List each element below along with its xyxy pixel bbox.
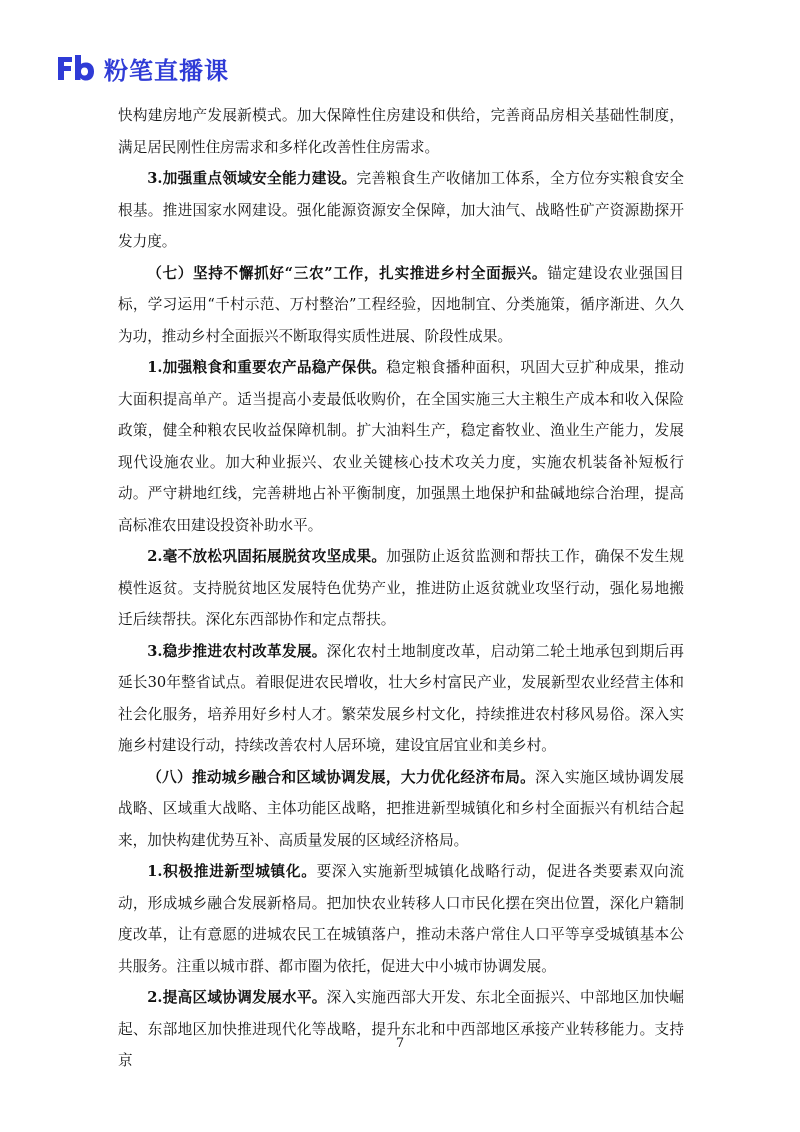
paragraph-lead: 2.提高区域协调发展水平。: [147, 989, 327, 1006]
paragraph-7: [118, 856, 684, 982]
paragraph-lead: 3.加强重点领域安全能力建设。: [147, 170, 357, 187]
paragraph-text: 加强防止返贫监测和帮扶工作，确保不发生规模性返贫。支持脱贫地区发展特色优势产业，推进防止返贫就业攻坚行动，强化易地搬迁后续帮扶。深化东西部协作和定点帮扶。: [118, 548, 684, 628]
fb-logo-icon: [56, 53, 96, 83]
paragraph-text: 快构建房地产发展新模式。加大保障性住房建设和供给，完善商品房相关基础性制度，满足居民刚性住房需求和多样化改善性住房需求。: [118, 107, 684, 156]
paragraph-text: 要深入实施新型城镇化战略行动，促进各类要素双向流动，形成城乡融合发展新格局。把加快农业转移人口市民化摆在突出位置，深化户籍制度改革，让有意愿的进城农民工在城镇落户，推动未落户常住人口平等享受城镇基本公共服务。注重以城市群、都市圈为依托，促进大中小城市协调发展。: [118, 863, 684, 975]
paragraph-lead: （八）推动城乡融合和区域协调发展，大力优化经济布局。: [147, 768, 536, 786]
paragraph-3: [118, 352, 684, 541]
paragraph-lead: 3.稳步推进农村改革发展。: [147, 642, 327, 660]
paragraph-lead: 1.加强粮食和重要农产品稳产保供。: [147, 359, 387, 376]
paragraph-6: [118, 762, 684, 857]
page-number: 7: [395, 1036, 405, 1051]
paragraph-text: 深入实施西部大开发、东北全面振兴、中部地区加快崛起、东部地区加快推进现代化等战略，提升东北和中西部地区承接产业转移能力。支持京: [118, 989, 684, 1069]
paragraph-lead: 1.积极推进新型城镇化。: [147, 863, 317, 880]
brand-name: 粉笔直播课: [104, 56, 229, 85]
paragraph-lead: （七）坚持不懈抓好“三农”工作，扎实推进乡村全面振兴。: [147, 264, 548, 282]
paragraph-0: [118, 100, 684, 163]
paragraph-lead: 2.毫不放松巩固拓展脱贫攻坚成果。: [147, 548, 387, 565]
paragraph-text: 完善粮食生产收储加工体系，全方位夯实粮食安全根基。推进国家水网建设。强化能源资源安全保障，加大油气、战略性矿产资源勘探开发力度。: [118, 170, 684, 250]
page-header: [56, 50, 229, 86]
document-body: [118, 100, 684, 1077]
paragraph-text: 锚定建设农业强国目标，学习运用“千村示范、万村整治”工程经验，因地制宜、分类施策，循序渐进、久久为功，推动乡村全面振兴不断取得实质性进展、阶段性成果。: [118, 264, 684, 345]
paragraph-4: [118, 541, 684, 636]
paragraph-5: [118, 636, 684, 762]
paragraph-text: 稳定粮食播种面积，巩固大豆扩种成果，推动大面积提高单产。适当提高小麦最低收购价，在全国实施三大主粮生产成本和收入保险政策，健全种粮农民收益保障机制。扩大油料生产，稳定畜牧业、渔业生产能力，发展现代设施农业。加大种业振兴、农业关键核心技术攻关力度，实施农机装备补短板行动。严守耕地红线，完善耕地占补平衡制度，加强黑土地保护和盐碱地综合治理，提高高标准农田建设投资补助水平。: [118, 359, 684, 534]
paragraph-8: [118, 982, 684, 1077]
paragraph-text: 深入实施区域协调发展战略、区域重大战略、主体功能区战略，把推进新型城镇化和乡村全面振兴有机结合起来，加快构建优势互补、高质量发展的区域经济格局。: [118, 768, 684, 849]
paragraph-1: [118, 163, 684, 258]
paragraph-text: 深化农村土地制度改革，启动第二轮土地承包到期后再延长30年整省试点。着眼促进农民增收，壮大乡村富民产业，发展新型农业经营主体和社会化服务，培养用好乡村人才。繁荣发展乡村文化，持续推进农村移风易俗。深入实施乡村建设行动，持续改善农村人居环境，建设宜居宜业和美乡村。: [118, 642, 684, 754]
paragraph-2: [118, 258, 684, 353]
